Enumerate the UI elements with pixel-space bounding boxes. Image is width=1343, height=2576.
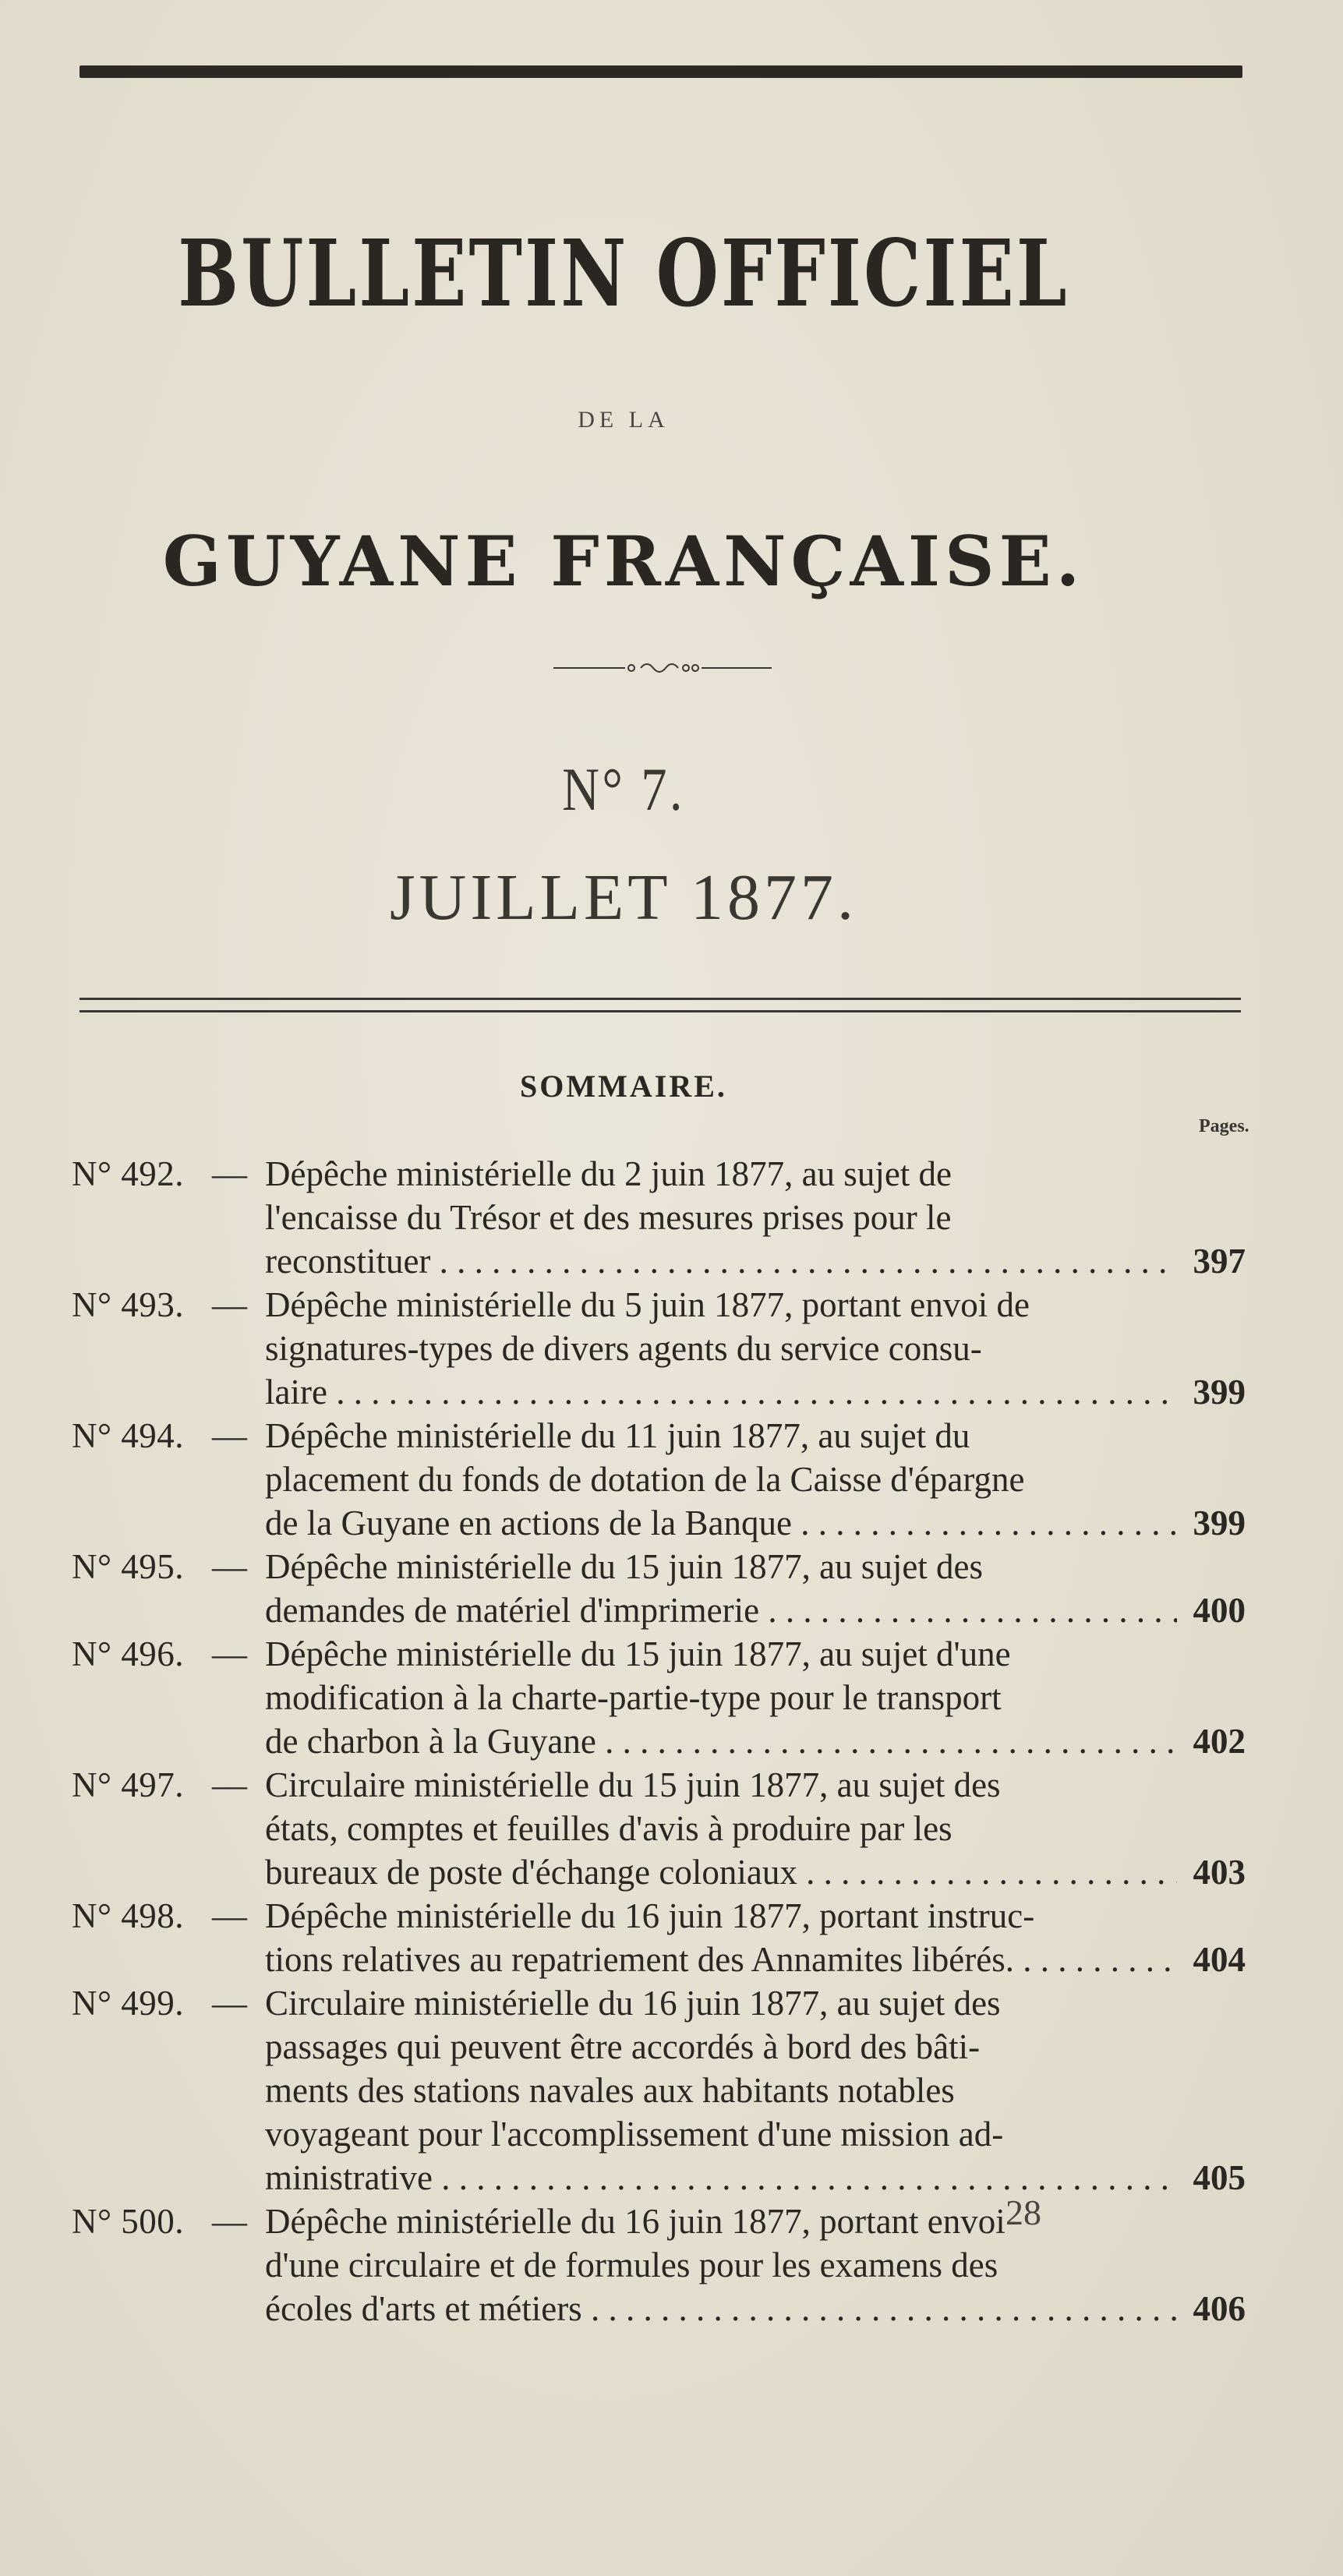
toc-entry-line: Dépêche ministérielle du 15 juin 1877, au sujet des [265,1547,984,1586]
toc-entry-number: N° 496. [72,1634,184,1673]
de-la-label: DE LA [578,407,670,433]
toc-entry-line: Circulaire ministérielle du 16 juin 1877, au sujet des [265,1984,1001,2023]
toc-entry-line: ments des stations navales aux habitants notables [265,2071,955,2110]
toc-entry-line: de la Guyane en actions de la Banque . . . [265,1501,1177,1545]
toc-entry-dash: — [212,1896,247,1935]
toc-entry-dash: — [212,2202,247,2241]
toc-entry-dash: — [212,1547,247,1586]
separator-rule-bottom [80,1010,1241,1012]
toc-entry-line: d'une circulaire et de formules pour les examens des [265,2246,998,2284]
toc-entry-line: placement du fonds de dotation de la Caisse d'épargne [265,1460,1025,1499]
toc-entry-line: Dépêche ministérielle du 11 juin 1877, au sujet du [265,1416,970,1455]
toc-entry-number: N° 494. [72,1416,184,1455]
toc-entry-line: de charbon à la Guyane . . . [265,1719,1177,1763]
sommaire-heading: SOMMAIRE. [520,1069,727,1104]
bulletin-title: BULLETIN OFFICIEL [178,219,1069,327]
toc-entry-line: écoles d'arts et métiers . . . [265,2287,1177,2330]
ornament-divider [553,656,772,680]
page-folio: 28 [1005,2193,1041,2232]
toc-entry-page: 399 [1193,1373,1246,1412]
toc-entry-page: 404 [1193,1940,1246,1979]
toc-entry-dash: — [212,1984,247,2023]
toc-entry-line: ministrative . . . [265,2156,1177,2200]
toc-entry-dash: — [212,1285,247,1324]
toc-entry-page: 406 [1193,2289,1246,2328]
separator-rule-top [80,998,1241,1000]
toc-entry-line: signatures-types de divers agents du service consu- [265,1329,982,1368]
pages-column-label: Pages. [1199,1116,1249,1136]
toc-entry-number: N° 500. [72,2202,184,2241]
toc-entry-line: modification à la charte-partie-type pour le transport [265,1678,1002,1717]
toc-entry-number: N° 498. [72,1896,184,1935]
toc-entry-line: bureaux de poste d'échange coloniaux . . . [265,1850,1177,1894]
toc-entry-page: 402 [1193,1722,1246,1761]
issue-number: N° 7. [562,755,685,823]
toc-entry-number: N° 495. [72,1547,184,1586]
toc-entry-dash: — [212,1634,247,1673]
toc-entry-dash: — [212,1765,247,1804]
toc-entry-line: voyageant pour l'accomplissement d'une mission ad- [265,2115,1004,2154]
toc-entry-line: demandes de matériel d'imprimerie . . . [265,1588,1177,1632]
toc-entry-page: 405 [1193,2158,1246,2197]
toc-entry-line: passages qui peuvent être accordés à bord des bâti- [265,2027,981,2066]
toc-entry-line: reconstituer . . . [265,1239,1177,1283]
toc-entry-number: N° 492. [72,1154,184,1193]
toc-entry-page: 399 [1193,1504,1246,1542]
toc-entry-number: N° 497. [72,1765,184,1804]
toc-entry-page: 403 [1193,1853,1246,1892]
toc-entry-line: Circulaire ministérielle du 15 juin 1877, au sujet des [265,1765,1001,1804]
issue-date: JUILLET 1877. [389,861,858,934]
toc-entry-number: N° 493. [72,1285,184,1324]
toc-entry-page: 400 [1193,1591,1246,1630]
top-rule [80,65,1242,78]
guyane-title: GUYANE FRANÇAISE. [162,521,1085,602]
toc-entry-line: Dépêche ministérielle du 15 juin 1877, au sujet d'une [265,1634,1011,1673]
toc-entry-line: l'encaisse du Trésor et des mesures prises pour le [265,1198,952,1237]
toc-entry-line: Dépêche ministérielle du 16 juin 1877, portant envoi [265,2202,1005,2241]
toc-entry-line: laire . . . [265,1370,1177,1414]
toc-entry-line: Dépêche ministérielle du 2 juin 1877, au sujet de [265,1154,952,1193]
toc-entry-page: 397 [1193,1242,1246,1281]
toc-entry-dash: — [212,1416,247,1455]
toc-entry-line: états, comptes et feuilles d'avis à produire par les [265,1809,952,1848]
toc-entry-line: tions relatives au repatriement des Annamites libérés. . . . [265,1938,1177,1981]
toc-entry-line: Dépêche ministérielle du 16 juin 1877, portant instruc- [265,1896,1035,1935]
toc-entry-number: N° 499. [72,1984,184,2023]
toc-entry-line: Dépêche ministérielle du 5 juin 1877, portant envoi de [265,1285,1030,1324]
toc-entry-dash: — [212,1154,247,1193]
